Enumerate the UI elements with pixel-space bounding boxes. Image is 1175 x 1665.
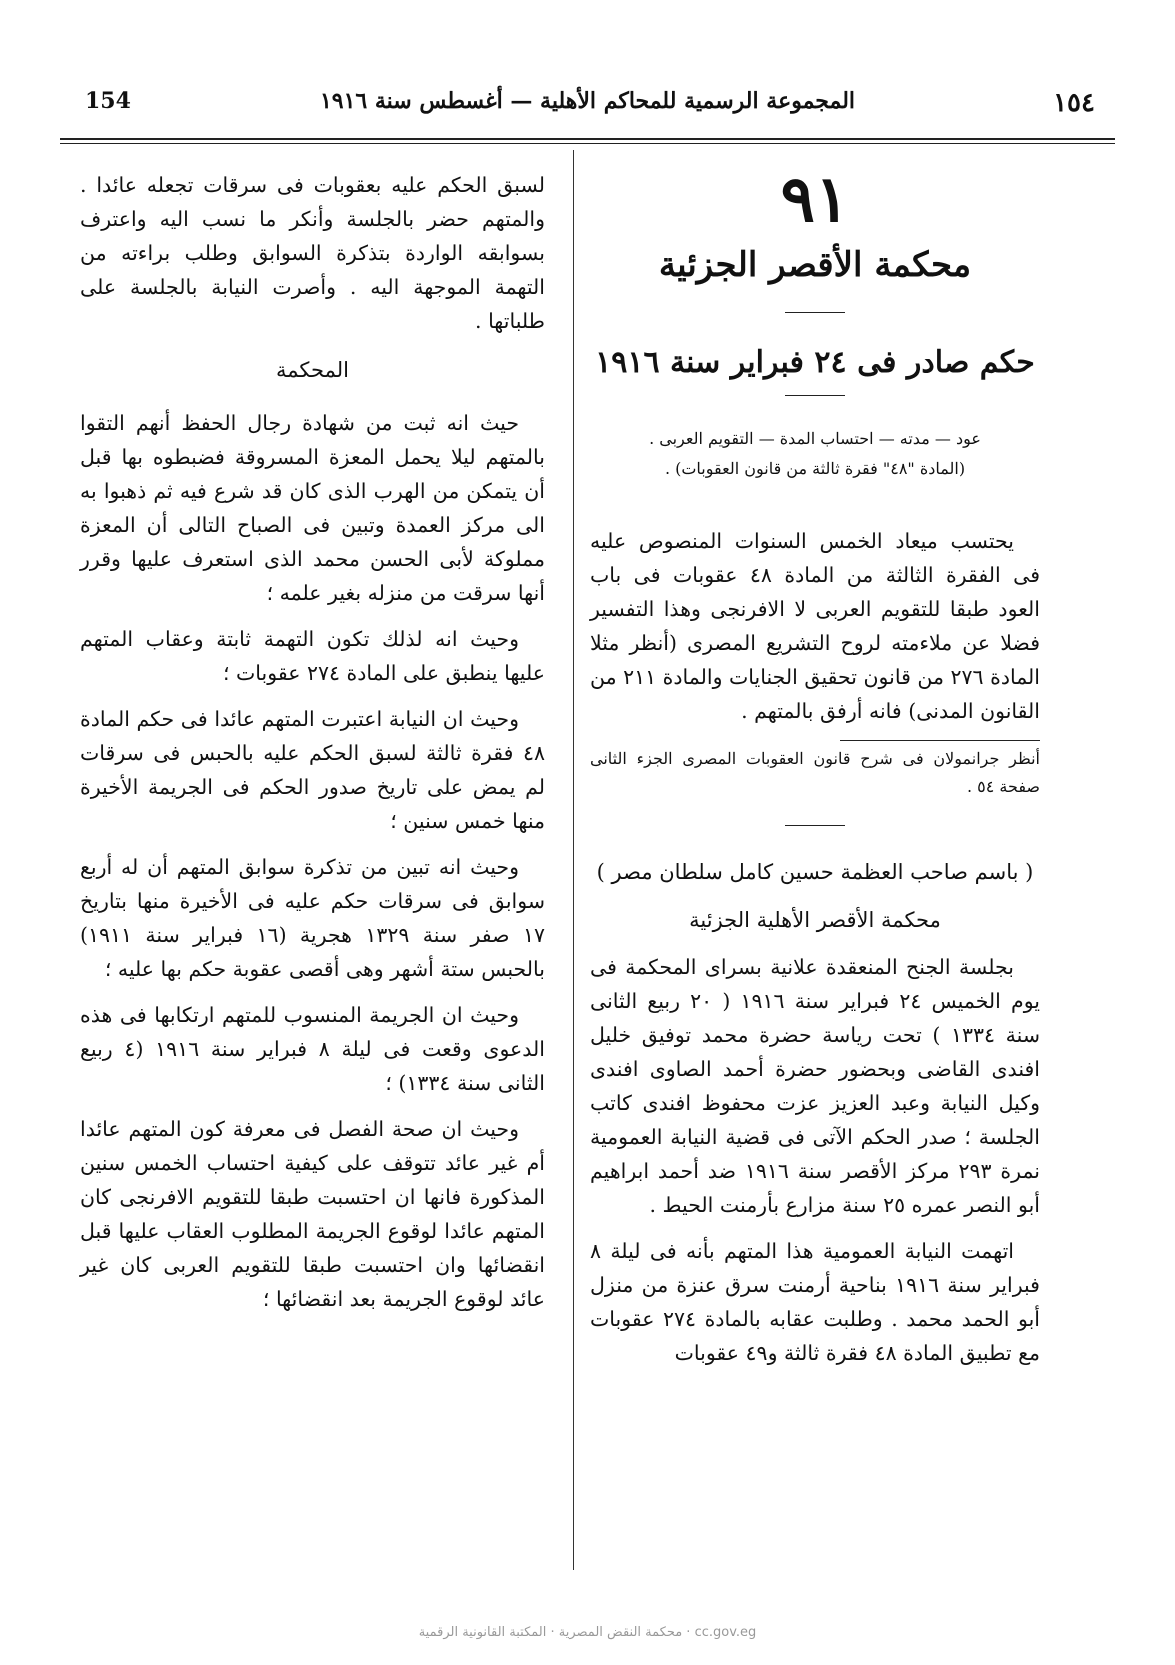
right-column [590, 160, 1040, 1382]
court-heading: المحكمة [276, 358, 349, 382]
keywords: عود — مدته — احتساب المدة — التقويم العربى . [649, 429, 981, 448]
summary-paragraph: يحتسب ميعاد الخمس السنوات المنصوص عليه فى الفقرة الثالثة من المادة ٤٨ عقوبات فى باب العود طبقا للتقويم العربى لا الافرنجى وهذا التفسير فضلا عن ملاءمته لروح التشريع المصرى (أنظر مثلا المادة ٢٧٦ من قانون تحقيق الجنايات والمادة ٢١١ من القانون المدنى) فانه أرفق بالمتهم . [590, 529, 1040, 723]
verdict-rule [785, 395, 845, 396]
case-number: ٩١ [780, 162, 850, 237]
page-number-latin: 154 [85, 88, 131, 114]
header-rule [60, 138, 1115, 140]
reasoning-paragraph: وحيث ان النيابة اعتبرت المتهم عائدا فى حكم المادة ٤٨ فقرة ثالثة لسبق الحكم عليه بالحبس فى سرقات لم يمض على تاريخ صدور الحكم فى الجريمة الأخيرة منها خمس سنين ؛ [80, 707, 545, 833]
page-footer: cc.gov.eg · محكمة النقض المصرية · المكتبة القانونية الرقمية [418, 1625, 757, 1640]
intro-paragraph: لسبق الحكم عليه بعقوبات فى سرقات تجعله عائدا . والمتهم حضر بالجلسة وأنكر ما نسب اليه واعترف بسوابقه الواردة بتذكرة السوابق وطلب براءته من التهمة الموجهة اليه . وأصرت النيابة بالجلسة على طلباتها . [80, 173, 545, 333]
verdict-title: حكم صادر فى ٢٤ فبراير سنة ١٩١٦ [595, 345, 1035, 380]
reasoning-paragraph: وحيث ان الجريمة المنسوب للمتهم ارتكابها فى هذه الدعوى وقعت فى ليلة ٨ فبراير سنة ١٩١٦ (٤ ربيع الثانى سنة ١٣٣٤) ؛ [80, 1003, 545, 1095]
page-number-arabic: ١٥٤ [1053, 88, 1095, 118]
court-name: محكمة الأقصر الجزئية [658, 245, 972, 285]
article-reference: (المادة "٤٨" فقرة ثالثة من قانون العقوبات) . [664, 459, 966, 478]
running-title: المجموعة الرسمية للمحاكم الأهلية — أغسطس سنة ١٩١٦ [319, 88, 856, 114]
footnote-end-rule [785, 825, 845, 826]
column-divider [573, 150, 574, 1570]
reasoning-paragraph: وحيث ان صحة الفصل فى معرفة كون المتهم عائدا أم غير عائد تتوقف على كيفية احتساب الخمس سنين المذكورة فانها ان احتسبت طبقا للتقويم الافرنجى كان المتهم عائدا لوقوع الجريمة المطلوب العقاب عليها قبل انقضائها وان احتسبت طبقا للتقويم العربى كان غير عائد لوقوع الجريمة بعد انقضائها ؛ [80, 1117, 545, 1311]
page-header [60, 88, 1115, 128]
charge-paragraph: اتهمت النيابة العمومية هذا المتهم بأنه فى ليلة ٨ فبراير سنة ١٩١٦ بناحية أرمنت سرق عنزة من منزل أبو الحمد محمد . وطلبت عقابه بالمادة ٢٧٤ عقوبات مع تطبيق المادة ٤٨ فقرة ثالثة و٤٩ عقوبات [590, 1239, 1040, 1365]
tribunal-heading: محكمة الأقصر الأهلية الجزئية [689, 908, 941, 932]
sovereign-heading: ( باسم صاحب العظمة حسين كامل سلطان مصر ) [596, 860, 1034, 884]
reasoning-paragraph: وحيث انه لذلك تكون التهمة ثابتة وعقاب المتهم عليها ينطبق على المادة ٢٧٤ عقوبات ؛ [80, 627, 545, 685]
left-column [80, 168, 545, 1328]
title-rule [785, 312, 845, 313]
header-rule-secondary [60, 143, 1115, 144]
footnote-rule [840, 740, 1040, 741]
reasoning-paragraph: حيث انه ثبت من شهادة رجال الحفظ أنهم التقوا بالمتهم ليلا يحمل المعزة المسروقة فضبطوه بها قبل أن يتمكن من الهرب الذى كان قد شرع فيه ثم ذهبوا به الى مركز العمدة وتبين فى الصباح التالى أن المعزة مملوكة لأبى الحسن محمد الذى استعرف عليها وقرر أنها سرقت من منزله بغير علمه ؛ [80, 411, 545, 605]
footnote: أنظر جرانمولان فى شرح قانون العقوبات المصرى الجزء الثانى صفحة ٥٤ . [590, 749, 1040, 796]
reasoning-paragraph: وحيث انه تبين من تذكرة سوابق المتهم أن له أربع سوابق فى سرقات حكم عليه فى الأخيرة منها بتاريخ ١٧ صفر سنة ١٣٢٩ هجرية (١٦ فبراير سنة ١٩١١) بالحبس ستة أشهر وهى أقصى عقوبة حكم بها عليه ؛ [80, 855, 545, 981]
session-paragraph: بجلسة الجنح المنعقدة علانية بسراى المحكمة فى يوم الخميس ٢٤ فبراير سنة ١٩١٦ ( ٢٠ ربيع الثانى سنة ١٣٣٤ ) تحت رياسة حضرة محمد توفيق خليل افندى القاضى وبحضور حضرة أحمد الصاوى افندى وكيل النيابة وعبد العزيز عزت محفوظ افندى كاتب الجلسة ؛ صدر الحكم الآتى فى قضية النيابة العمومية نمرة ٢٩٣ مركز الأقصر سنة ١٩١٦ ضد أحمد ابراهيم أبو النصر عمره ٢٥ سنة مزارع بأرمنت الحيط . [590, 955, 1041, 1217]
